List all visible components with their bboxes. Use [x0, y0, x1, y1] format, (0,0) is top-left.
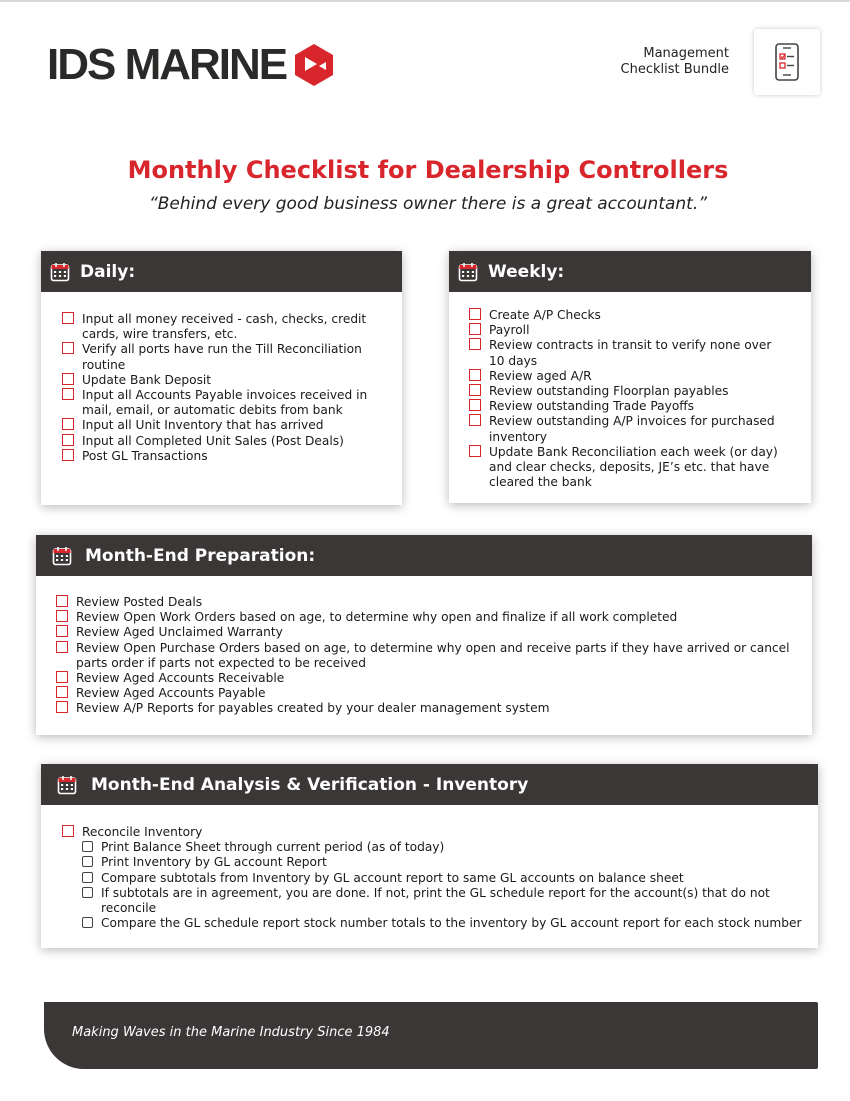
checkbox[interactable] — [62, 418, 74, 430]
analysis-sub-list — [62, 840, 808, 931]
list-item: Review Open Purchase Orders based on age, to determine why open and receive parts if they have arrived or cancel parts order if parts not expected to be received — [56, 641, 802, 671]
list-item: Payroll — [469, 323, 781, 338]
sub-list-item: If subtotals are in agreement, you are done. If not, print the GL schedule report for the account(s) that do not reconcile — [82, 886, 808, 916]
list-item: Post GL Transactions — [62, 449, 380, 464]
calendar-icon — [57, 775, 77, 795]
daily-header — [41, 251, 402, 292]
month-end-header — [36, 535, 812, 576]
page-quote: “Behind every good business owner there is a great accountant.” — [148, 194, 708, 214]
sub-list-item: Compare the GL schedule report stock number totals to the inventory by GL account report for each stock number — [82, 916, 808, 931]
checkbox[interactable] — [469, 384, 481, 396]
checkbox[interactable] — [56, 686, 68, 698]
daily-card — [41, 251, 402, 505]
list-item: Review aged A/R — [469, 369, 781, 384]
list-item: Input all money received - cash, checks, credit cards, wire transfers, etc. — [62, 312, 380, 342]
checkbox[interactable] — [62, 373, 74, 385]
checkbox[interactable] — [469, 338, 481, 350]
sub-list-container — [62, 840, 808, 931]
checkbox[interactable] — [56, 625, 68, 637]
bundle-line-1: Management — [643, 46, 729, 61]
list-item: Input all Completed Unit Sales (Post Deals) — [62, 434, 380, 449]
checkbox[interactable] — [82, 917, 93, 928]
list-item: Verify all ports have run the Till Reconciliation routine — [62, 342, 380, 372]
weekly-card — [449, 251, 811, 503]
list-item: Review Aged Accounts Payable — [56, 686, 802, 701]
calendar-icon — [52, 546, 72, 566]
sub-list-item: Print Inventory by GL account Report — [82, 855, 808, 870]
footer-tagline: Making Waves in the Marine Industry Since 1984 — [72, 1025, 390, 1040]
checkbox[interactable] — [62, 342, 74, 354]
weekly-list — [449, 292, 811, 490]
list-item: Reconcile Inventory — [62, 825, 808, 840]
month-end-card — [36, 535, 812, 735]
checkbox[interactable] — [469, 445, 481, 457]
checkbox[interactable] — [469, 308, 481, 320]
bundle-icon-box — [754, 29, 820, 95]
calendar-icon — [50, 262, 70, 282]
checkbox[interactable] — [62, 388, 74, 400]
list-item: Review outstanding Floorplan payables — [469, 384, 781, 399]
checkbox[interactable] — [56, 701, 68, 713]
daily-heading: Daily: — [80, 261, 136, 282]
analysis-heading: Month-End Analysis & Verification - Inventory — [91, 774, 529, 795]
list-item: Input all Unit Inventory that has arrived — [62, 418, 380, 433]
page-title: Monthly Checklist for Dealership Controllers — [127, 156, 729, 184]
list-item: Review Posted Deals — [56, 595, 802, 610]
bundle-line-2: Checklist Bundle — [620, 62, 729, 77]
checklist-phone-icon — [774, 42, 800, 82]
checkbox[interactable] — [56, 641, 68, 653]
checkbox[interactable] — [62, 449, 74, 461]
list-item: Review Aged Unclaimed Warranty — [56, 625, 802, 640]
top-divider — [0, 0, 850, 2]
list-item: Create A/P Checks — [469, 308, 781, 323]
checkbox[interactable] — [82, 887, 93, 898]
list-item: Update Bank Reconciliation each week (or day) and clear checks, deposits, JE’s etc. that have cleared the bank — [469, 445, 781, 491]
checkbox[interactable] — [469, 399, 481, 411]
list-item: Review A/P Reports for payables created by your dealer management system — [56, 701, 802, 716]
analysis-header — [41, 764, 818, 805]
logo-text: IDS MARINE — [47, 40, 287, 89]
list-item: Review outstanding A/P invoices for purchased inventory — [469, 414, 781, 444]
weekly-header — [449, 251, 811, 292]
footer-banner — [44, 1002, 818, 1069]
checkbox[interactable] — [56, 671, 68, 683]
checkbox[interactable] — [469, 369, 481, 381]
month-end-list — [36, 576, 812, 717]
analysis-list — [41, 805, 818, 931]
sub-list-item: Compare subtotals from Inventory by GL account report to same GL accounts on balance sheet — [82, 871, 808, 886]
list-item: Review Open Work Orders based on age, to determine why open and finalize if all work completed — [56, 610, 802, 625]
checkbox[interactable] — [469, 323, 481, 335]
list-item: Input all Accounts Payable invoices received in mail, email, or automatic debits from bank — [62, 388, 380, 418]
list-item: Review outstanding Trade Payoffs — [469, 399, 781, 414]
checkbox[interactable] — [56, 610, 68, 622]
checkbox[interactable] — [62, 825, 74, 837]
sub-list-item: Print Balance Sheet through current period (as of today) — [82, 840, 808, 855]
list-item: Review Aged Accounts Receivable — [56, 671, 802, 686]
analysis-card — [41, 764, 818, 948]
list-item: Update Bank Deposit — [62, 373, 380, 388]
checkbox[interactable] — [82, 856, 93, 867]
month-end-heading: Month-End Preparation: — [85, 545, 316, 566]
checkbox[interactable] — [62, 434, 74, 446]
weekly-heading: Weekly: — [488, 261, 565, 282]
checkbox[interactable] — [82, 841, 93, 852]
company-logo — [47, 40, 336, 89]
bundle-label — [621, 46, 729, 78]
checkbox[interactable] — [469, 414, 481, 426]
calendar-icon — [458, 262, 478, 282]
checkbox[interactable] — [82, 872, 93, 883]
logo-mark-icon — [292, 43, 336, 87]
list-item: Review contracts in transit to verify none over 10 days — [469, 338, 781, 368]
checkbox[interactable] — [56, 595, 68, 607]
daily-list — [41, 292, 402, 464]
checkbox[interactable] — [62, 312, 74, 324]
